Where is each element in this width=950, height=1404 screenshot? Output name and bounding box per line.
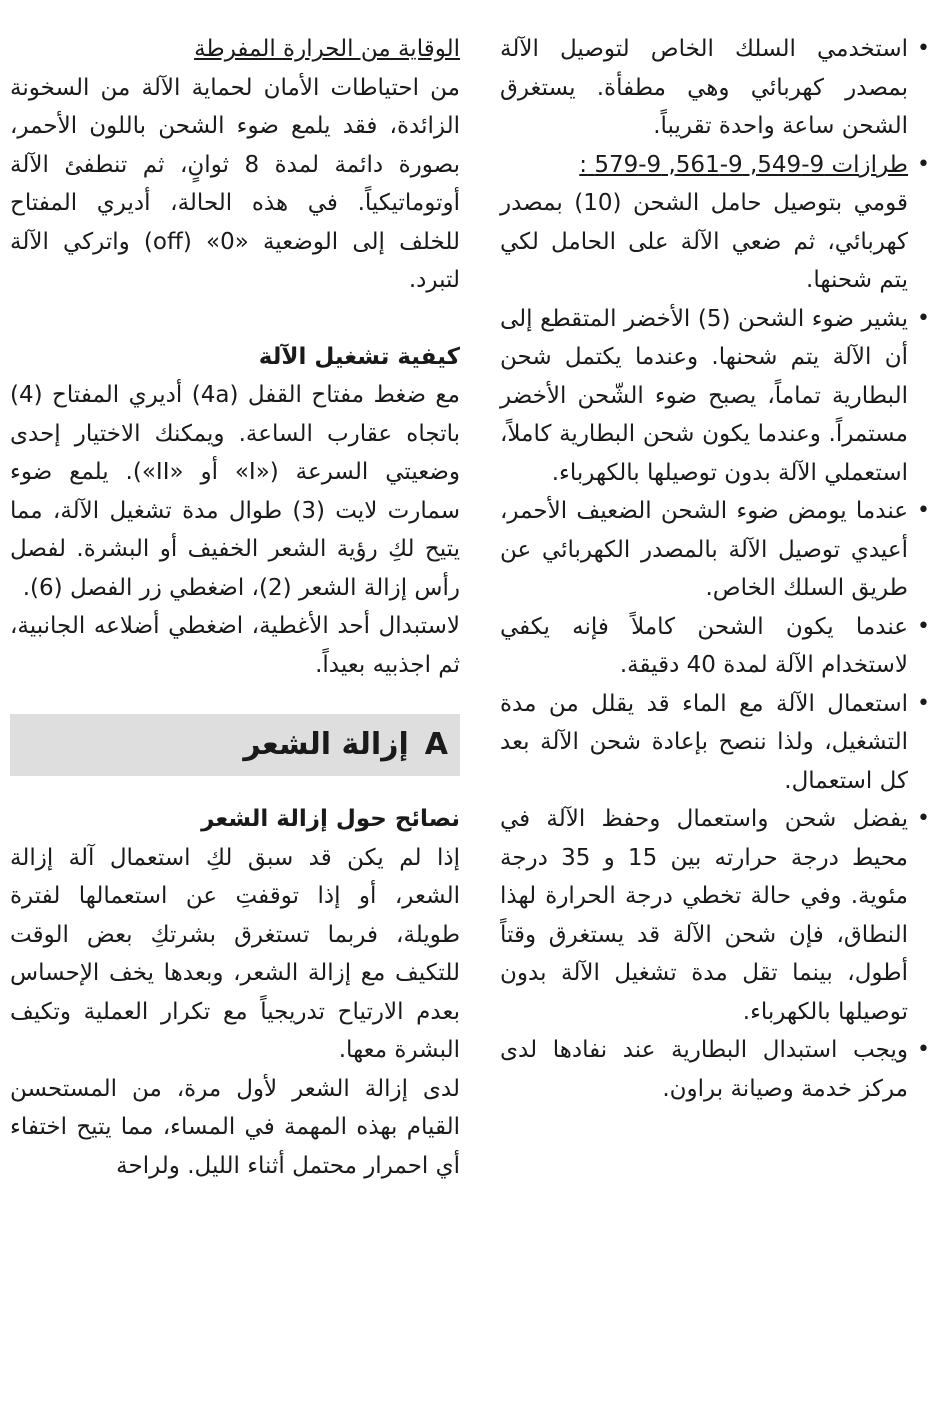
bullet-dot-icon: •	[917, 305, 930, 331]
tips-title: نصائح حول إزالة الشعر	[201, 806, 460, 832]
overheat-paragraph: من احتياطات الأمان لحماية الآلة من السخونة الزائدة، فقد يلمع ضوء الشحن باللون الأحمر، بصورة دائمة لمدة 8 ثوانٍ، ثم تنطفئ الآلة أوتوماتيكياً. في هذه الحالة، أديري المفتاح للخلف إلى الوضعية «0» (off) واتركي الآلة لتبرد.	[10, 74, 460, 293]
bullet-dot-icon: •	[917, 151, 930, 177]
bullet-item: • طرازات 9-549, 9-561, 9-579 : قومي بتوصيل حامل الشحن (10) بمصدر كهربائي، ثم ضعي الآلة على الحامل لكي يتم شحنها.	[500, 146, 930, 300]
bullet-item: • يشير ضوء الشحن (5) الأخضر المتقطع إلى أن الآلة يتم شحنها. وعندما يكتمل شحن البطارية تماماً، يصبح ضوء الشّحن الأخضر مستمراً. وعندما يكون شحن البطارية كاملاً، استعملي الآلة بدون توصيلها بالكهرباء.	[500, 300, 930, 493]
bullet-dot-icon: •	[917, 498, 930, 523]
operation-column	[10, 30, 460, 1185]
bullet-item: • ويجب استبدال البطارية عند نفادها لدى مركز خدمة وصيانة براون.	[500, 1031, 930, 1108]
section-letter: A	[424, 726, 448, 762]
section-title: إزالة الشعر	[243, 726, 409, 762]
overheat-title: الوقاية من الحرارة المفرطة	[194, 36, 460, 62]
tips-paragraph: إذا لم يكن قد سبق لكِ استعمال آلة إزالة الشعر، أو إذا توقفتِ عن استعمالها لفترة طويلة، فربما تستغرق بشرتكِ بعض الوقت للتكيف مع إزالة الشعر، وبعدها يخف الإحساس بعدم الارتياح تدريجياً مع تكرار العملية وتكيف البشرة معها.	[10, 844, 460, 1063]
bullet-dot-icon: •	[917, 806, 930, 831]
bullet-dot-icon: •	[917, 613, 930, 639]
charging-instructions-column	[500, 30, 930, 1108]
cover-paragraph: لاستبدال أحد الأغطية، اضغطي أضلاعه الجانبية، ثم اجذبيه بعيداً.	[10, 613, 460, 678]
bullet-item: • يفضل شحن واستعمال وحفظ الآلة في محيط درجة حرارته بين 15 و 35 درجة مئوية. وفي حالة تخطي درجة الحرارة لهذا النطاق، فإن شحن الآلة قد يستغرق وقتاً أطول، بينما تقل مدة تشغيل الآلة بدون توصيلها بالكهرباء.	[500, 800, 930, 1031]
bullet-item: • عندما يكون الشحن كاملاً فإنه يكفي لاستخدام الآلة لمدة 40 دقيقة.	[500, 608, 930, 685]
bullet-dot-icon: •	[917, 1037, 930, 1062]
section-banner	[10, 714, 460, 776]
bullet-item: • عندما يومض ضوء الشحن الضعيف الأحمر، أعيدي توصيل الآلة بالمصدر الكهربائي عن طريق السلك الخاص.	[500, 492, 930, 608]
charging-bullet-list	[500, 30, 930, 1108]
model-numbers-heading: طرازات 9-549, 9-561, 9-579 :	[579, 151, 908, 178]
operate-paragraph: مع ضغط مفتاح القفل (4a) أديري المفتاح (4) باتجاه عقارب الساعة. ويمكنك الاختيار إحدى وضعيتي السرعة («I» أو «II»). يلمع ضوء سمارت لايت (3) طوال مدة تشغيل الآلة، مما يتيح لكِ رؤية الشعر الخفيف أو البشرة. لفصل رأس إزالة الشعر (2)، اضغطي زر الفصل (6).	[10, 382, 460, 601]
bullet-item: • استخدمي السلك الخاص لتوصيل الآلة بمصدر كهربائي وهي مطفأة. يستغرق الشحن ساعة واحدة تقريباً.	[500, 30, 930, 146]
spacer	[10, 300, 460, 338]
bullet-dot-icon: •	[917, 36, 930, 61]
operate-title: كيفية تشغيل الآلة	[258, 343, 460, 370]
bullet-item: • استعمال الآلة مع الماء قد يقلل من مدة التشغيل، ولذا ننصح بإعادة شحن الآلة بعد كل استعمال.	[500, 685, 930, 801]
bullet-dot-icon: •	[917, 690, 930, 716]
tips-paragraph-evening: لدى إزالة الشعر لأول مرة، من المستحسن القيام بهذه المهمة في المساء، مما يتيح اختفاء أي احمرار محتمل أثناء الليل. ولراحة	[10, 1075, 460, 1179]
